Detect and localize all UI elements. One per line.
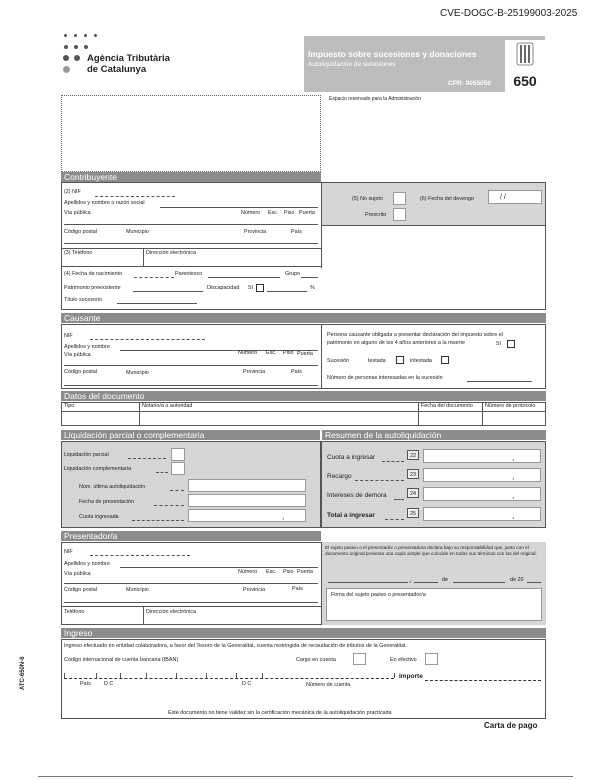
- causante-pais-label: País: [291, 369, 302, 375]
- contrib-no-sujeto-label: (5) No sujeto: [352, 196, 383, 202]
- pres-name-label: Apellidos y nombre: [64, 561, 110, 567]
- resumen-intereses-label: Intereses de demora: [327, 492, 387, 499]
- causante-piso-label: Piso: [283, 350, 294, 356]
- section-ingreso: [61, 639, 546, 719]
- contribuyente-status-area: [321, 182, 546, 226]
- pres-place-comma: ,: [409, 575, 412, 584]
- pres-municipio-label: Municipio: [126, 587, 149, 593]
- pres-provincia-label: Provincia: [243, 587, 266, 593]
- ingreso-importe-label: Importe: [399, 673, 423, 680]
- recargo-comma: ,: [512, 472, 515, 481]
- form-cpr: CPR: 9055050: [448, 80, 491, 87]
- contrib-grupo-label: Grupo: [285, 271, 300, 277]
- liq-complementaria-label: Liquidación complementaria: [64, 466, 132, 472]
- ingreso-iban-label: Código internacional de cuenta bancaria (IBAN): [64, 657, 179, 663]
- cuota-ingresada-comma: ,: [282, 512, 285, 521]
- form-emblem: [505, 40, 545, 70]
- causante-via-label: Vía pública: [64, 352, 91, 358]
- iban-num-cuenta-label: Número de cuenta: [306, 682, 351, 688]
- causante-intestada-label: intestada: [410, 358, 432, 364]
- iban-dc-label: D C: [104, 681, 114, 687]
- pres-de-label: de: [442, 577, 448, 583]
- iban-pais-label: País: [80, 681, 91, 687]
- resumen-total-box-num: 25: [407, 508, 419, 518]
- pres-puerta-label: Puerta: [297, 569, 313, 575]
- causante-interesadas-label: Número de personas interesadas en la sucesión: [327, 375, 443, 381]
- contrib-parentesco-label: Parentesco: [175, 271, 203, 277]
- causante-obligada-line2: patrimonio en alguno de los 4 años anteriores a la muerte: [327, 340, 465, 346]
- ingreso-cargo-label: Cargo en cuenta: [296, 657, 336, 663]
- contrib-numero-label: Número: [241, 210, 261, 216]
- contrib-pct-label: %: [310, 285, 315, 291]
- liq-cuota-label: Cuota ingresada: [79, 514, 119, 520]
- section-liquidacion-title: Liquidación parcial o complementaria: [61, 430, 320, 440]
- prescrito-checkbox[interactable]: [393, 208, 406, 221]
- contrib-devengo-label: (6) Fecha del devengo: [420, 196, 474, 202]
- resumen-intereses-box-num: 24: [407, 488, 419, 498]
- efectivo-checkbox[interactable]: [425, 653, 438, 665]
- causante-nif-label: NIF: [64, 333, 73, 339]
- contrib-name-label: Apellidos y nombre o razón social: [64, 200, 145, 206]
- pres-piso-label: Piso: [283, 569, 294, 575]
- datos-fecha-label: Fecha del documento: [421, 403, 473, 409]
- total-ingresar-field[interactable]: [423, 507, 541, 521]
- causante-name-label: Apellidos y nombre: [64, 344, 110, 350]
- ingreso-validez-text: Este documento no tiene validez sin la certificación mecánica de la autoliquidación practicada: [168, 710, 392, 716]
- section-resumen-title: Resumen de la autoliquidación: [322, 430, 546, 440]
- causante-esc-label: Esc.: [266, 350, 277, 356]
- datos-tipo-label: Tipo: [64, 403, 75, 409]
- no-sujeto-checkbox[interactable]: [393, 192, 406, 205]
- intestada-checkbox[interactable]: [441, 356, 449, 364]
- contrib-titulo-label: Título sucesorio: [64, 297, 103, 303]
- cuota-ingresar-comma: ,: [512, 453, 515, 462]
- testada-checkbox[interactable]: [396, 356, 404, 364]
- form-subtitle: Autoliquidación de sucesiones: [308, 61, 396, 68]
- side-form-code: ATC-650N-6: [20, 656, 26, 690]
- contrib-puerta-label: Puerta: [299, 210, 315, 216]
- causante-provincia-label: Provincia: [243, 369, 266, 375]
- pres-de20-label: de 20: [510, 577, 524, 583]
- contrib-nacimiento-label: (4) Fecha de nacimiento: [64, 271, 123, 277]
- contrib-direccion-label: Dirección electrónica: [146, 250, 197, 256]
- pres-nif-label: NIF: [64, 549, 73, 555]
- liq-parcial-label: Liquidación parcial: [64, 452, 109, 458]
- contrib-pais-label: País: [291, 229, 302, 235]
- intereses-comma: ,: [512, 491, 515, 500]
- pres-telefono-label: Teléfono: [64, 609, 85, 615]
- agency-name: [87, 53, 170, 75]
- resumen-cuota-box-num: 22: [407, 450, 419, 460]
- section-datos-title: Datos del documento: [61, 391, 546, 401]
- contrib-esc-label: Esc.: [268, 210, 279, 216]
- contrib-via-label: Vía pública: [64, 210, 91, 216]
- contrib-cp-label: Código postal: [64, 229, 97, 235]
- section-ingreso-title: Ingreso: [61, 628, 546, 638]
- causante-numero-label: Número: [238, 350, 258, 356]
- model-number: 650: [505, 70, 545, 92]
- carta-de-pago-label: Carta de pago: [484, 721, 538, 730]
- section-presentador-title: Presentador/a: [61, 531, 321, 541]
- devengo-date-separator: / /: [500, 194, 506, 201]
- contrib-patrimonio-label: Patrimonio preexistente: [64, 285, 121, 291]
- pres-direccion-label: Dirección electrónica: [146, 609, 197, 615]
- contrib-provincia-label: Provincia: [244, 229, 267, 235]
- pres-esc-label: Esc.: [266, 569, 277, 575]
- datos-protocolo-label: Número de protocolo: [485, 403, 536, 409]
- contrib-discapacidad-label: Discapacidad: [207, 285, 240, 291]
- cuota-ingresar-field[interactable]: [423, 449, 541, 463]
- ingreso-efectuado-text: Ingreso efectuado en entidad colaboradora, a favor del Tesoro de la Generalitat, cuenta restringida de recaudación de tributos de la Generalitat.: [64, 643, 408, 649]
- resumen-recargo-label: Recargo: [327, 473, 352, 480]
- contrib-nif-label: (2) NIF: [64, 189, 81, 195]
- contrib-si-label: Sí: [248, 285, 254, 291]
- cargo-cuenta-checkbox[interactable]: [353, 653, 366, 665]
- intereses-demora-field[interactable]: [423, 487, 541, 501]
- section-datos: [61, 402, 546, 426]
- pres-via-label: Vía pública: [64, 571, 91, 577]
- ingreso-efectivo-label: En efectivo: [390, 657, 417, 663]
- liq-complementaria-checkbox[interactable]: [171, 462, 185, 475]
- total-comma: ,: [512, 511, 515, 520]
- agency-name-line2: de Catalunya: [87, 64, 147, 75]
- liq-parcial-checkbox[interactable]: [171, 448, 185, 461]
- contrib-prescrito-label: Prescrito: [365, 212, 387, 218]
- agency-name-line1: Agència Tributària: [87, 53, 170, 64]
- resumen-cuota-label: Cuota a ingresar: [327, 454, 376, 461]
- contrib-discapacidad-checkbox[interactable]: [256, 284, 264, 292]
- section-causante-title: Causante: [61, 313, 546, 323]
- causante-sucesion-label: Sucesión: [327, 358, 350, 364]
- liq-num-ultima-label: Núm. última autoliquidación: [79, 484, 146, 490]
- contrib-telefono-label: (3) Teléfono: [64, 250, 93, 256]
- section-contribuyente-title: Contribuyente: [61, 172, 321, 182]
- causante-obligada-si-label: Sí: [496, 341, 502, 347]
- num-ultima-autoliquidacion-field[interactable]: [188, 479, 306, 492]
- causante-municipio-label: Municipio: [126, 370, 149, 376]
- pres-declaration-text: El sujeto pasivo o el presentador o presentadora declara bajo su responsabilidad que, junto con el documento original presenta una copia simple que coincide en todos sus términos con los del original.: [325, 545, 537, 557]
- causante-puerta-label: Puerta: [297, 351, 313, 357]
- contrib-municipio-label: Municipio: [126, 229, 149, 235]
- contrib-piso-label: Piso: [284, 210, 295, 216]
- fecha-presentacion-field[interactable]: [188, 494, 306, 507]
- causante-obligada-line1: Persona causante obligada a presentar declaración del impuesto sobre el: [327, 332, 503, 338]
- datos-notario-label: Notario/a o autoridad: [142, 403, 193, 409]
- resumen-recargo-box-num: 23: [407, 469, 419, 479]
- causante-testada-label: testada: [368, 358, 386, 364]
- pres-pais-label: País: [292, 586, 303, 592]
- pres-cp-label: Código postal: [64, 587, 97, 593]
- pres-numero-label: Número: [238, 569, 258, 575]
- devengo-date-field[interactable]: [488, 190, 542, 204]
- causante-cp-label: Código postal: [64, 369, 97, 375]
- recargo-field[interactable]: [423, 468, 541, 482]
- catalan-emblem-icon: [505, 40, 545, 70]
- liq-fecha-pres-label: Fecha de presentación: [79, 499, 134, 505]
- causante-obligada-checkbox[interactable]: [507, 340, 515, 348]
- admin-reserved-label: Espacio reservado para la Administración: [329, 96, 421, 102]
- admin-reserved-area: [61, 95, 321, 172]
- resumen-total-label: Total a ingresar: [327, 512, 375, 519]
- iban-dc2-label: D C: [242, 681, 252, 687]
- cuota-ingresada-field[interactable]: [188, 509, 306, 522]
- document-code: CVE-DOGC-B-25199003-2025: [440, 8, 578, 19]
- pres-firma-label: Firma del sujeto pasivo o presentador/a: [331, 592, 426, 598]
- form-title: Impuesto sobre sucesiones y donaciones: [308, 49, 477, 59]
